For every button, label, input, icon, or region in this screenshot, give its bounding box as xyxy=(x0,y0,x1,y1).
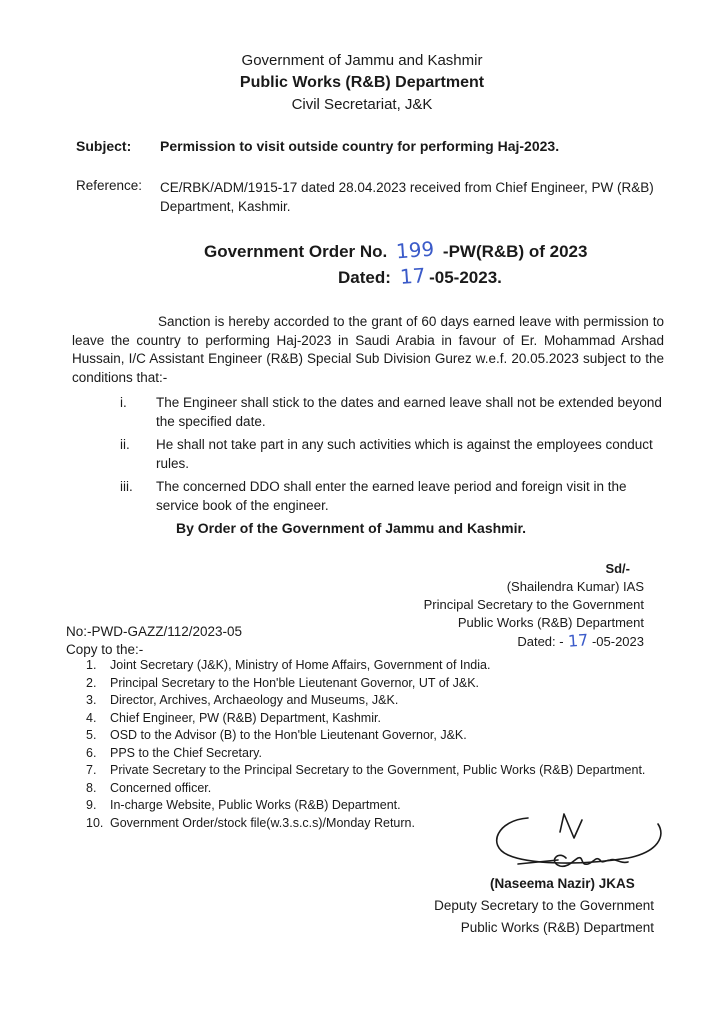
list-item-text: Principal Secretary to the Hon'ble Lieutenant Governor, UT of J&K. xyxy=(110,675,480,690)
by-order-line: By Order of the Government of Jammu and Kashmir. xyxy=(176,520,527,536)
condition-number: ii. xyxy=(120,437,130,452)
signatory-1-dept: Public Works (R&B) Department xyxy=(457,615,644,630)
list-item xyxy=(86,692,676,710)
signatory-2-name: (Naseema Nazir) JKAS xyxy=(490,876,635,891)
list-item-text: Director, Archives, Archaeology and Museums, J&K. xyxy=(110,693,399,707)
order-date-line xyxy=(338,264,502,288)
order-number-handwritten: 199 xyxy=(395,236,435,264)
list-item-number: 6. xyxy=(86,745,97,760)
signatory-1-title: Principal Secretary to the Government xyxy=(423,597,644,612)
issue-block xyxy=(66,623,242,659)
signatory-block-1 xyxy=(384,578,644,651)
copy-to-label: Copy to the:- xyxy=(66,642,144,657)
order-suffix: -PW(R&B) of 2023 xyxy=(442,242,588,261)
order-number-line xyxy=(204,238,587,262)
signatory-1-day-handwritten: 17 xyxy=(566,630,589,651)
list-item-number: 5. xyxy=(86,728,97,742)
signatory-1-date-label: Dated: - xyxy=(517,634,564,649)
handwritten-signature xyxy=(488,800,668,880)
signatory-1-date-rest: -05-2023 xyxy=(591,634,644,649)
sd-mark: Sd/- xyxy=(605,561,630,576)
list-item-text: PPS to the Chief Secretary. xyxy=(110,745,262,760)
condition-text: The Engineer shall stick to the dates and earned leave shall not be extended beyond the specified date. xyxy=(156,395,662,429)
issue-number: No:-PWD-GAZZ/112/2023-05 xyxy=(66,624,243,639)
sanction-paragraph: Sanction is hereby accorded to the grant of 60 days earned leave with permission to leave the country to performing Haj-2023 in Saudi Arabia in favour of Er. Mohammad Arshad Hussain, I/C Assistant Engineer (R&B) Special Sub Division Gurez w.e.f. 20.05.2023 subject to the conditions that:- xyxy=(72,314,664,385)
header-government: Government of Jammu and Kashmir xyxy=(241,52,483,69)
list-item-number: 10. xyxy=(86,815,104,830)
signatory-1-date xyxy=(384,632,644,651)
list-item-number: 7. xyxy=(86,763,97,777)
list-item xyxy=(86,780,676,798)
header-department: Public Works (R&B) Department xyxy=(239,74,485,91)
list-item-text: Private Secretary to the Principal Secretary to the Government, Public Works (R&B) Department. xyxy=(110,763,646,777)
list-item-number: 9. xyxy=(86,798,97,812)
list-item-text: In-charge Website, Public Works (R&B) Department. xyxy=(110,798,401,812)
signatory-2-dept: Public Works (R&B) Department xyxy=(460,920,654,935)
signatory-2-title: Deputy Secretary to the Government xyxy=(434,898,654,913)
condition-text: The concerned DDO shall enter the earned leave period and foreign visit in the service book of the engineer. xyxy=(156,479,627,513)
list-item xyxy=(86,675,676,693)
condition-number: i. xyxy=(120,395,127,410)
list-item xyxy=(86,710,676,728)
list-item-text: Chief Engineer, PW (R&B) Department, Kashmir. xyxy=(110,710,381,725)
list-item-text: Government Order/stock file(w.3.s.c.s)/Monday Return. xyxy=(110,815,415,830)
header-secretariat: Civil Secretariat, J&K xyxy=(291,96,433,113)
list-item-number: 1. xyxy=(86,658,97,672)
list-item-number: 4. xyxy=(86,710,97,725)
list-item-text: OSD to the Advisor (B) to the Hon'ble Lieutenant Governor, J&K. xyxy=(110,728,467,742)
list-item xyxy=(86,727,676,745)
list-item xyxy=(86,762,676,780)
reference-text: CE/RBK/ADM/1915-17 dated 28.04.2023 received from Chief Engineer, PW (R&B) Department, Kashmir. xyxy=(160,180,654,214)
list-item-number: 3. xyxy=(86,693,97,707)
list-item-number: 8. xyxy=(86,780,97,795)
order-dated-rest: -05-2023. xyxy=(429,268,502,287)
subject-label: Subject: xyxy=(76,138,132,154)
list-item xyxy=(86,657,676,675)
reference-label: Reference: xyxy=(76,178,143,193)
order-day-handwritten: 17 xyxy=(398,263,426,289)
order-prefix: Government Order No. xyxy=(204,242,388,261)
list-item xyxy=(86,745,676,763)
order-dated-label: Dated: xyxy=(338,268,391,287)
subject-text: Permission to visit outside country for performing Haj-2023. xyxy=(160,138,560,154)
condition-text: He shall not take part in any such activities which is against the employees conduct rules. xyxy=(156,437,653,471)
list-item-text: Concerned officer. xyxy=(110,780,212,795)
signatory-1-name: (Shailendra Kumar) IAS xyxy=(506,579,644,594)
condition-number: iii. xyxy=(120,479,133,494)
list-item-number: 2. xyxy=(86,675,97,690)
list-item-text: Joint Secretary (J&K), Ministry of Home Affairs, Government of India. xyxy=(110,658,491,672)
